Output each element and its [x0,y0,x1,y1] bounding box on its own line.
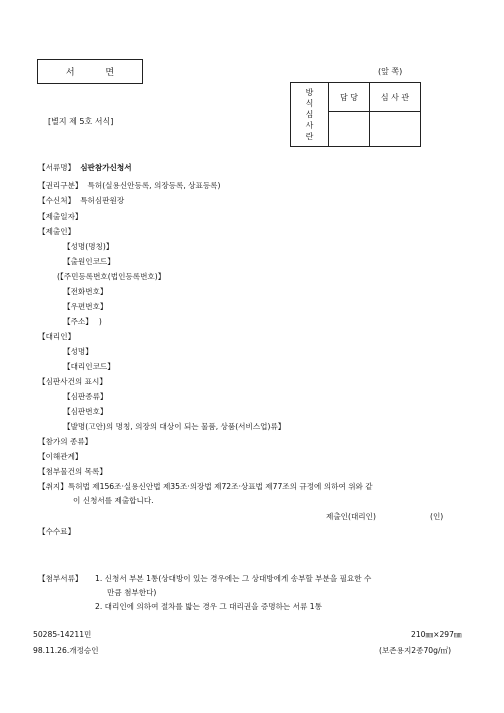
review-col-examiner: 심 사 관 [370,83,421,112]
agent-name-label: 【성명】 [63,347,93,356]
attached-docs-label: 【첨부서류】 [38,574,83,583]
attachments-list-label: 【첨부물건의 목록】 [38,467,107,476]
recipient-label: 【수신처】 [38,196,76,205]
phone-label: 【전화번호】 [63,287,108,296]
review-side-char: 방 [305,88,314,97]
doc-type-label: 【서류명】 [38,163,76,172]
resident-no-label: (【주민등록번호(법인등록번호)】 [57,272,166,281]
right-type-row [38,180,220,191]
form-number: [별지 제 5호 서식] [48,117,114,126]
participation-type-label: 【참가의 종류】 [38,437,93,446]
review-side-char: 심 [305,110,314,119]
review-side-char: 란 [305,132,314,141]
attached-doc-item-2: 2. 대리인에 의하여 절차를 밟는 경우 그 대리권을 증명하는 서류 1통 [95,602,322,611]
form-title: 서 면 [37,59,143,84]
page-side-note: (앞 쪽) [378,67,403,76]
address-label: 【주소】 [63,317,93,326]
submitter-label: 【제출인】 [38,227,76,236]
name-label: 【성명(명칭)】 [63,242,114,251]
footer-approval-date: 98.11.26.개정승인 [33,646,99,655]
interest-label: 【이해관계】 [38,452,83,461]
footer-paper-type: (보존용지2종70g/㎡) [379,646,452,655]
right-type-label: 【권리구분】 [38,181,83,190]
footer-form-code: 50285-14211민 [33,630,92,639]
submit-date-label: 【제출일자】 [38,212,83,221]
footer-paper-size: 210㎜×297㎜ [411,630,462,639]
purpose-row [38,481,373,492]
address-close-paren: ) [98,317,102,326]
review-box [290,82,421,147]
invention-label: 【발명(고안)의 명칭, 의장의 대상이 되는 물품, 상품(서비스업)류】 [63,422,286,431]
applicant-code-label: 【출원인코드】 [63,257,115,266]
purpose-line-1: 특허법 제156조·실용신안법 제35조·의장법 제72조·상표법 제77조의 규정에 의하여 위와 같 [67,482,373,491]
trial-type-label: 【심판종류】 [63,392,108,401]
case-display-label: 【심판사건의 표시】 [38,377,107,386]
postal-label: 【우편번호】 [63,302,108,311]
purpose-label: 【취지】 [38,482,68,491]
seal-mark: (인) [430,512,444,521]
attached-doc-item-1: 1. 신청서 부본 1통(상대방이 있는 경우에는 그 상대방에게 송부할 부분을 필요한 수 [95,574,372,583]
officer-signature-cell[interactable] [329,112,370,147]
recipient-row [38,195,124,206]
recipient-value: 특허심판원장 [80,196,125,205]
review-side-label [291,83,329,147]
review-side-char: 사 [305,121,314,130]
signer-label: 제출인(대리인) [326,512,376,521]
purpose-line-2: 이 신청서를 제출합니다. [73,496,154,505]
trial-no-label: 【심판번호】 [63,407,108,416]
doc-type-value: 심판참가신청서 [80,163,132,172]
fee-label: 【수수료】 [38,527,76,536]
doc-type-row [38,162,132,173]
review-col-officer: 담 당 [329,83,370,112]
right-type-value: 특허(실용신안등록, 의장등록, 상표등록) [87,181,221,190]
agent-label: 【대리인】 [38,332,76,341]
review-side-char: 식 [305,99,314,108]
examiner-signature-cell[interactable] [370,112,421,147]
attached-doc-item-1-cont: 만큼 첨부한다) [107,588,157,597]
address-row [63,316,102,327]
agent-code-label: 【대리인코드】 [63,362,115,371]
